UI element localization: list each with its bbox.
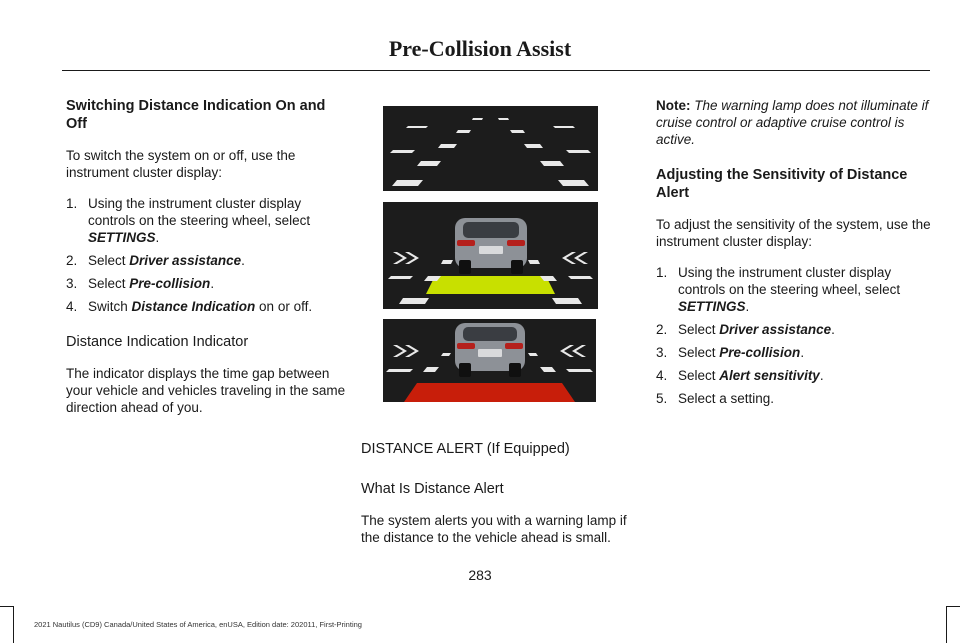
section-heading: Switching Distance Indication On and Off xyxy=(66,98,326,132)
step-number: 2. xyxy=(656,322,668,337)
left-column xyxy=(66,97,346,430)
list-item xyxy=(656,367,931,384)
list-item xyxy=(656,264,931,315)
list-item xyxy=(66,298,346,315)
step-menu-term: SETTINGS xyxy=(88,230,156,245)
step-text-end: . xyxy=(831,322,835,337)
middle-column xyxy=(361,440,636,560)
note-label: Note: xyxy=(656,98,691,113)
subsection-heading: What Is Distance Alert xyxy=(361,481,504,497)
step-number: 3. xyxy=(66,276,78,291)
step-menu-term: Pre-collision xyxy=(719,345,801,360)
step-text-end: . xyxy=(819,368,824,383)
list-item xyxy=(66,195,346,246)
step-menu-term: Driver assistance xyxy=(719,322,832,337)
step-number: 1. xyxy=(66,196,78,211)
body-text: The system alerts you with a warning lamp if the distance to the vehicle ahead is small. xyxy=(361,513,627,545)
list-item xyxy=(656,344,931,361)
right-column xyxy=(656,97,931,421)
step-menu-term: Pre-collision xyxy=(129,276,211,291)
step-text-end: . xyxy=(241,253,245,268)
list-item xyxy=(66,275,346,292)
lane-illustration-empty xyxy=(383,106,598,191)
step-text: Select xyxy=(88,253,130,268)
section-heading: Adjusting the Sensitivity of Distance Alert xyxy=(656,167,908,201)
list-item xyxy=(656,390,931,407)
step-text: Select xyxy=(88,276,130,291)
header-rule xyxy=(62,70,930,71)
step-text: Select xyxy=(678,368,720,383)
step-text: Switch xyxy=(88,299,132,314)
page-number: 283 xyxy=(468,567,492,583)
step-text-end: . xyxy=(155,230,160,245)
intro-text: To switch the system on or off, use the instrument cluster display: xyxy=(66,148,296,180)
crop-mark xyxy=(13,606,14,643)
list-item xyxy=(656,321,931,338)
step-number: 4. xyxy=(66,299,78,314)
step-text: Select xyxy=(678,345,720,360)
step-number: 4. xyxy=(656,368,668,383)
lane-illustration-green-gap xyxy=(383,202,598,309)
step-text: Using the instrument cluster display controls on the steering wheel, select xyxy=(88,196,311,228)
step-menu-term: SETTINGS xyxy=(678,299,746,314)
step-number: 3. xyxy=(656,345,668,360)
section-title: DISTANCE ALERT (If Equipped) xyxy=(361,441,570,457)
intro-text: To adjust the sensitivity of the system, use the instrument cluster display: xyxy=(656,217,931,249)
subsection-heading: Distance Indication Indicator xyxy=(66,334,249,350)
crop-mark xyxy=(947,606,960,607)
crop-mark xyxy=(946,606,947,643)
steps-list xyxy=(66,195,346,315)
crop-mark xyxy=(0,606,13,607)
steps-list xyxy=(656,264,931,407)
step-text-end: on or off. xyxy=(255,299,313,314)
list-item xyxy=(66,252,346,269)
step-text-end: . xyxy=(745,299,750,314)
running-head: Pre-Collision Assist xyxy=(388,36,572,61)
step-text: Select xyxy=(678,322,720,337)
step-text: Select a setting. xyxy=(678,391,775,406)
step-number: 1. xyxy=(656,265,668,280)
step-menu-term: Distance Indication xyxy=(131,299,256,314)
step-text-end: . xyxy=(800,345,805,360)
note-text: The warning lamp does not illuminate if cruise control or adaptive cruise control is active. xyxy=(656,98,929,147)
step-text: Using the instrument cluster display controls on the steering wheel, select xyxy=(678,265,901,297)
edition-line: 2021 Nautilus (CD9) Canada/United States of America, enUSA, Edition date: 202011, First-Printing xyxy=(34,620,362,629)
step-menu-term: Driver assistance xyxy=(129,253,242,268)
step-number: 2. xyxy=(66,253,78,268)
step-text-end: . xyxy=(210,276,215,291)
note xyxy=(656,97,931,148)
lane-illustration-red-gap xyxy=(383,319,596,402)
step-number: 5. xyxy=(656,391,668,406)
step-menu-term: Alert sensitivity xyxy=(719,368,820,383)
body-text: The indicator displays the time gap between your vehicle and vehicles traveling in the same direction ahead of you. xyxy=(66,366,346,415)
